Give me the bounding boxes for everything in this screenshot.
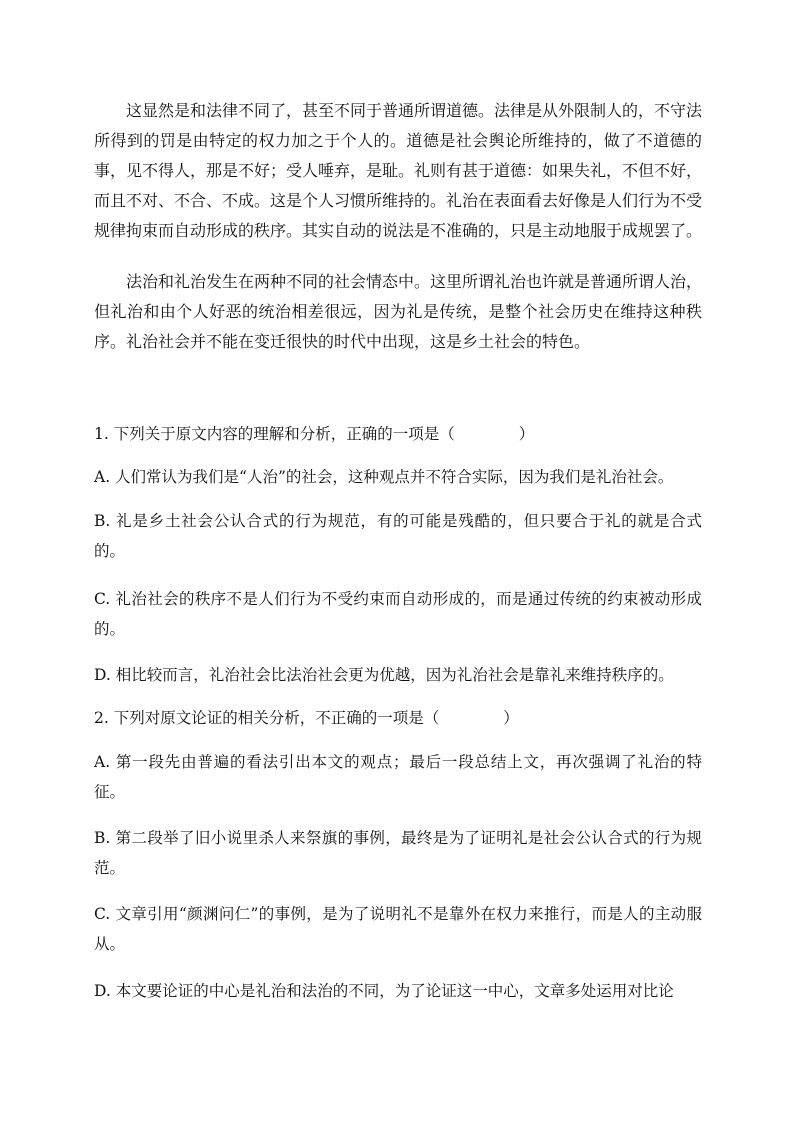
- question-1-option-c: C. 礼治社会的秩序不是人们行为不受约束而自动形成的，而是通过传统的约束被动形成的。: [94, 590, 702, 638]
- passage-paragraph-2: 法治和礼治发生在两种不同的社会情态中。这里所谓礼治也许就是普通所谓人治，但礼治和由个人好恶的统治相差很远，因为礼是传统，是整个社会历史在维持这种秩序。礼治社会并不能在变迁很快的时代中出现，这是乡土社会的特色。: [94, 272, 703, 351]
- question-2-option-b: B. 第二段举了旧小说里杀人来祭旗的事例，最终是为了证明礼是社会公认合式的行为规范。: [94, 829, 702, 877]
- question-2-stem: 2. 下列对原文论证的相关分析，不正确的一项是（ ）: [94, 709, 519, 727]
- passage-paragraph-1: 这显然是和法律不同了，甚至不同于普通所谓道德。法律是从外限制人的，不守法所得到的罚是由特定的权力加之于个人的。道德是社会舆论所维持的，做了不道德的事，见不得人，那是不好；受人唾弃，是耻。礼则有甚于道德：如果失礼，不但不好，而且不对、不合、不成。这是个人习惯所维持的。礼治在表面看去好像是人们行为不受规律拘束而自动形成的秩序。其实自动的说法是不准确的，只是主动地服于成规罢了。: [94, 101, 703, 240]
- question-1-option-a: A. 人们常认为我们是“人治”的社会，这种观点并不符合实际，因为我们是礼治社会。: [94, 468, 674, 486]
- question-1-stem: 1. 下列关于原文内容的理解和分析，正确的一项是（ ）: [94, 425, 535, 443]
- question-1-option-b: B. 礼是乡土社会公认合式的行为规范，有的可能是残酷的，但只要合于礼的就是合式的。: [94, 512, 702, 560]
- question-2-option-a: A. 第一段先由普遍的看法引出本文的观点；最后一段总结上文，再次强调了礼治的特征。: [94, 753, 702, 801]
- question-1-option-d: D. 相比较而言，礼治社会比法治社会更为优越，因为礼治社会是靠礼来维持秩序的。: [94, 666, 674, 684]
- question-2-option-c: C. 文章引用“颜渊问仁”的事例，是为了说明礼不是靠外在权力来推行，而是人的主动服从。: [94, 905, 702, 953]
- question-2-option-d: D. 本文要论证的中心是礼治和法治的不同，为了论证这一中心，文章多处运用对比论: [94, 982, 674, 1000]
